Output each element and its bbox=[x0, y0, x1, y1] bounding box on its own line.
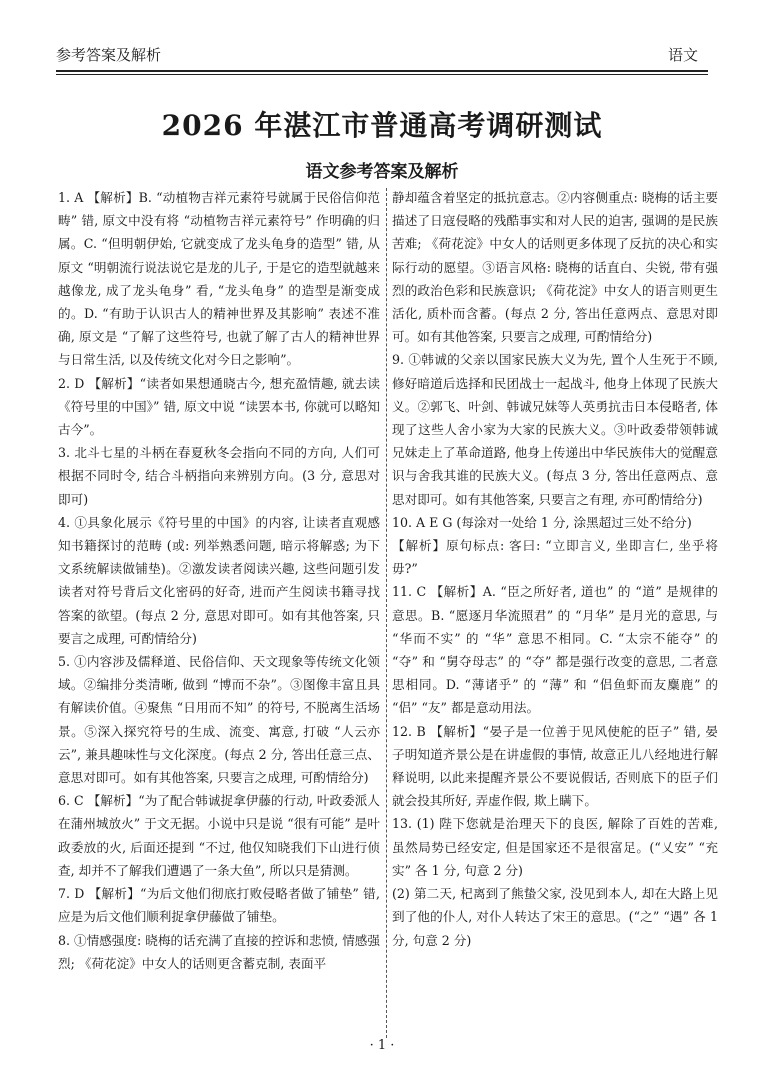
header-rule-thick bbox=[56, 70, 708, 72]
answer-item-3: 3. 北斗七星的斗柄在春夏秋冬会指向不同的方向, 人们可根据不同时令, 结合斗柄指向来辨别方向。(3 分, 意思对即可) bbox=[58, 445, 380, 507]
answer-item-8-cont: 静却蕴含着坚定的抵抗意志。②内容侧重点: 晓梅的话主要描述了日寇侵略的残酷事实和对人民的迫害, 强调的是民族苦难; 《荷花淀》中女人的话则更多体现了反抗的决心和实际行动的愿望。③语言风格: 晓梅的话直白、尖锐, 带有强烈的政治色彩和民族意识; 《荷花淀》中女人的语言则更生活化, 质朴而含蓄。(每点 2 分, 答出任意两点、意思对即可。如有其他答案, 只要言之成理, 可酌情给分) bbox=[392, 190, 718, 345]
answer-item-12: 12. B 【解析】“晏子是一位善于见风使舵的臣子” 错, 晏子明知道齐景公是在讲虚假的事情, 故意正儿八经地进行解释说明, 以此来提醒齐景公不要说假话, 否则底下的臣子们就会投其所好, 弄虚作假, 欺上瞒下。 bbox=[392, 723, 718, 809]
answer-key-subtitle: 语文参考答案及解析 bbox=[305, 162, 459, 182]
answer-item-5: 5. ①内容涉及儒释道、民俗信仰、天文现象等传统文化领域。②编排分类清晰, 做到 “博而不杂”。③图像丰富且具有解读价值。④聚焦 “日用而不知” 的符号, 不脱离生活场景。⑤深入探究符号的生成、流变、寓意, 打破 “人云亦云”, 兼具趣味性与文化深度。(每点 2 分, 答出任意三点、意思对即可。如有其他答案, 只要言之成理, 可酌情给分) bbox=[58, 654, 380, 786]
answer-item-7: 7. D 【解析】“为后文他们彻底打败侵略者做了铺垫” 错, 应是为后文他们顺利捉拿伊藤做了铺垫。 bbox=[58, 886, 380, 925]
answer-item-9: 9. ①韩诚的父亲以国家民族大义为先, 置个人生死于不顾, 修好暗道后选择和民团战士一起战斗, 他身上体现了民族大义。②郭飞、叶剑、韩诚兄妹等人英勇抗击日本侵略者, 体现了这些人舍小家为大家的民族大义。③叶政委带领韩诚兄妹走上了革命道路, 他身上传递出中华民族伟大的觉醒意识与舍我其谁的民族大义。(每点 3 分, 答出任意两点、意思对即可。如有其他答案, 只要言之有理, 亦可酌情给分) bbox=[392, 352, 718, 507]
header-rule-thin bbox=[56, 74, 708, 75]
header-subject: 语文 bbox=[667, 46, 698, 64]
page-number: · 1 · bbox=[369, 1038, 395, 1053]
answer-item-8-start: 8. ①情感强度: 晓梅的话充满了直接的控诉和悲愤, 情感强烈; 《荷花淀》中女人的话则更含蓄克制, 表面平 bbox=[58, 932, 380, 971]
exam-title: 2026 年湛江市普通高考调研测试 bbox=[161, 109, 603, 142]
answer-item-10: 10. A E G (每涂对一处给 1 分, 涂黑超过三处不给分) bbox=[392, 514, 692, 530]
answer-item-10-analysis: 【解析】原句标点: 客曰: “立即言义, 坐即言仁, 坐乎将毋?” bbox=[392, 538, 718, 577]
answer-item-2: 2. D 【解析】“读者如果想通晓古今, 想充盈情趣, 就去读《符号里的中国》” 错, 原文中说 “读罢本书, 你就可以略知古今”。 bbox=[58, 375, 380, 438]
column-divider bbox=[386, 188, 387, 1038]
answer-item-1: 1. A 【解析】B. “动植物吉祥元素符号就属于民俗信仰范畴” 错, 原文中没有将 “动植物吉祥元素符号” 作明确的归属。C. “但明朝伊始, 它就变成了龙头龟身的造型” 错, 从原文 “明朝流行说法说它是龙的儿子, 于是它的造型就越来越像龙, 成了龙头龟身” 看, “龙头龟身” 的造型是渐变成的。D. “有助于认识古人的精神世界及其影响” 表述不准确, 原文是 “了解了这些符号, 也就了解了古人的精神世界与日常生活, 以及传统文化对今日之影响”。 bbox=[58, 190, 380, 368]
answer-item-6: 6. C 【解析】“为了配合韩诚捉拿伊藤的行动, 叶政委派人在蒲州城放火” 于文无据。小说中只是说 “很有可能” 是叶政委放的火, 后面还提到 “不过, 他仅知晓我们下山进行侦查, 却并不了解我们遭遇了一条大鱼”, 所以只是猜测。 bbox=[58, 793, 380, 878]
answer-item-11: 11. C 【解析】A. “臣之所好者, 道也” 的 “道” 是规律的意思。B. “愿逐月华流照君” 的 “月华” 是月光的意思, 与 “华而不实” 的 “华” 意思不相同。C. “太宗不能夺” 的 “夺” 和 “舅夺母志” 的 “夺” 都是强行改变的意思, 二者意思相同。D. “薄诸乎” 的 “薄” 和 “侣鱼虾而友麋鹿” 的 “侣” “友” 都是意动用法。 bbox=[392, 584, 718, 716]
answer-item-13-2: (2) 第二天, 杞离到了熊蛰父家, 没见到本人, 却在大路上见到了他的仆人, 对仆人转达了宋王的意思。(“之” “遇” 各 1 分, 句意 2 分) bbox=[392, 886, 718, 948]
answer-item-13-1: 13. (1) 陛下您就是治理天下的良医, 解除了百姓的苦难, 虽然局势已经安定, 但是国家还不是很富足。(“乂安” “充实” 各 1 分, 句意 2 分) bbox=[392, 816, 718, 878]
left-column bbox=[58, 186, 380, 975]
answer-item-4: 4. ①具象化展示《符号里的中国》的内容, 让读者直观感知书籍探讨的范畴 (或: 列举熟悉问题, 暗示将解惑; 为下文系统解读做铺垫)。②激发读者阅读兴趣, 这些问题引发读者对符号背后文化密码的好奇, 进而产生阅读书籍寻找答案的欲望。(每点 2 分, 意思对即可。如有其他答案, 只要言之成理, 可酌情给分) bbox=[58, 514, 380, 646]
header-doc-type: 参考答案及解析 bbox=[56, 46, 162, 64]
right-column bbox=[392, 186, 718, 952]
